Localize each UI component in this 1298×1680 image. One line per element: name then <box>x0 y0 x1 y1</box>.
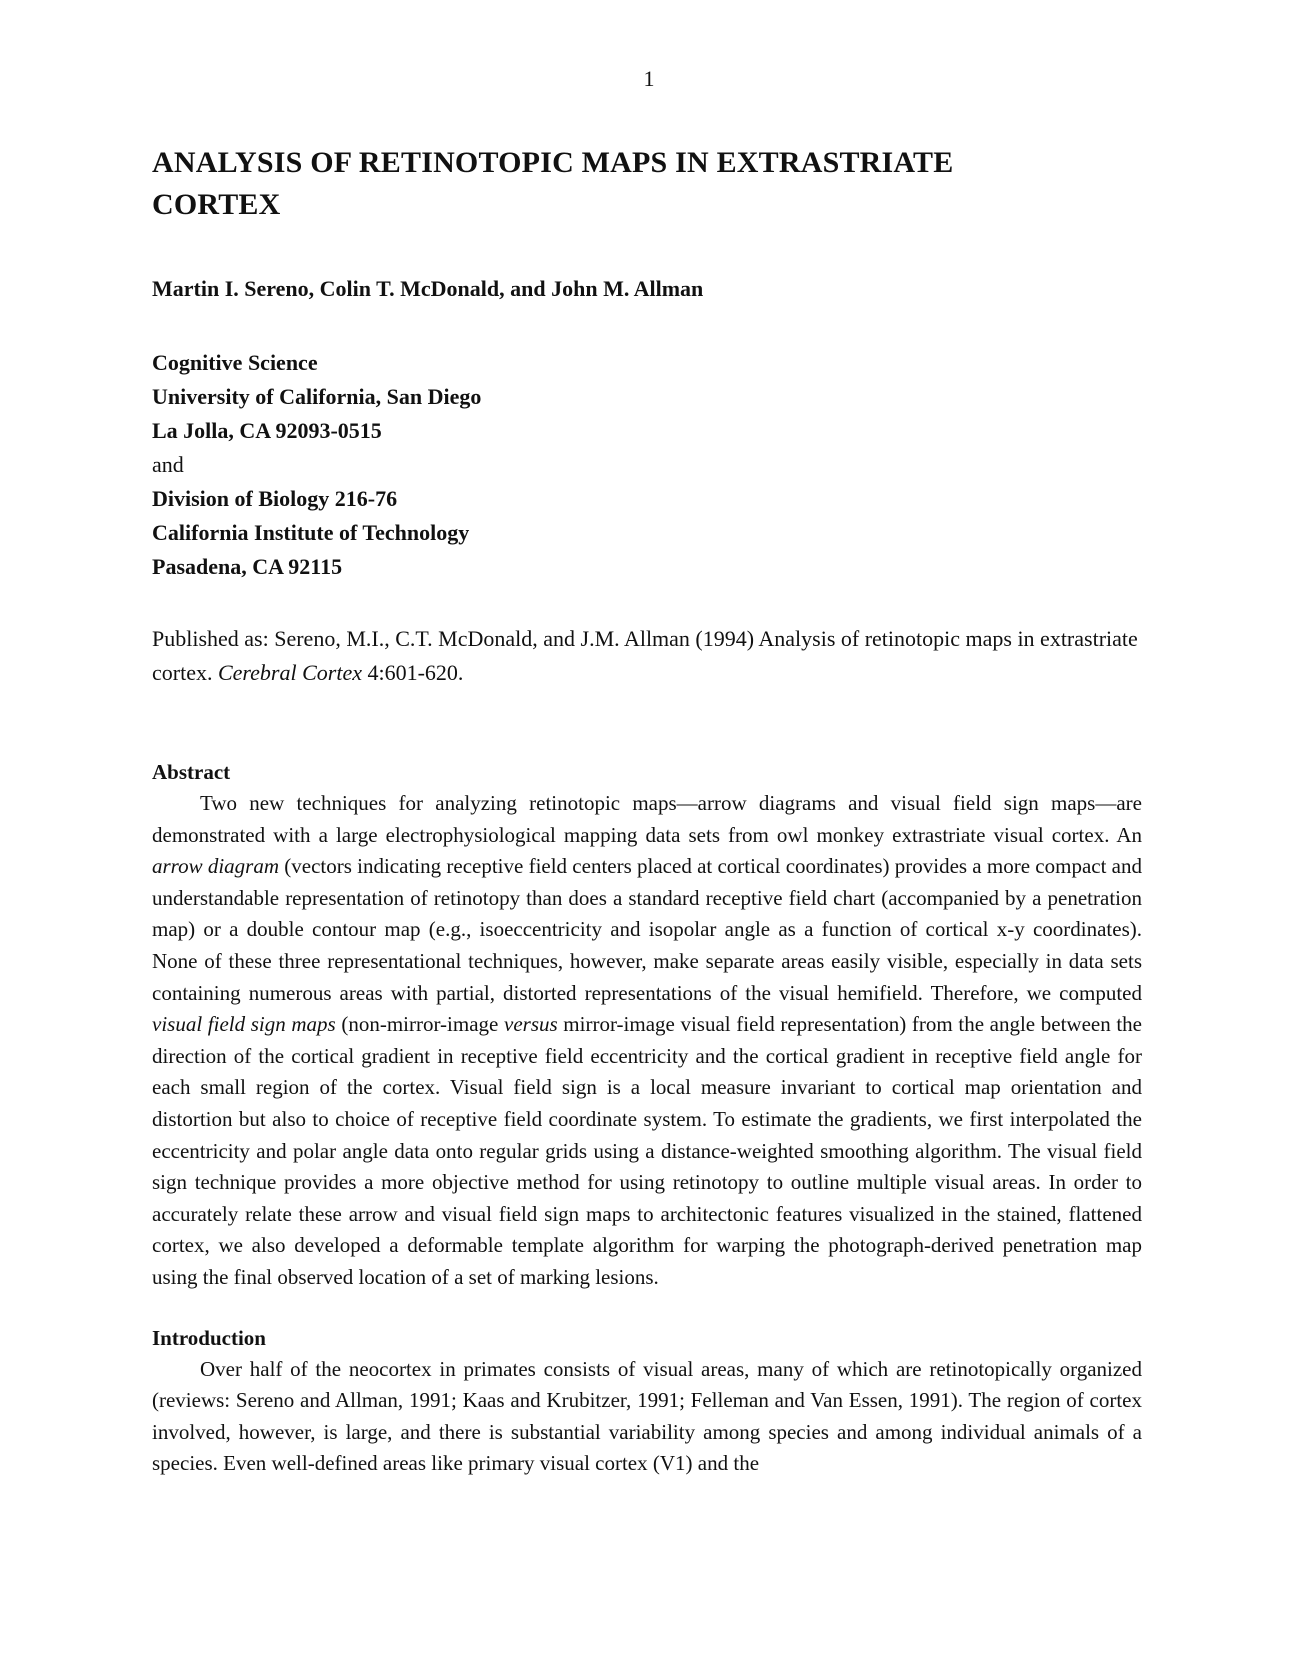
abstract-text: (vectors indicating receptive field centers placed at cortical coordinates) provides a more compact and understandable representation of retinotopy than does a standard receptive field chart (accompanied by a penetration map) or a double contour map (e.g., isoeccentricity and isopolar angle as a function of cortical x-y coordinates). None of these three representational techniques, however, make separate areas easily visible, especially in data sets containing numerous areas with partial, distorted representations of the visual hemifield. Therefore, we computed <box>152 854 1142 1005</box>
affiliations <box>152 346 1152 584</box>
abstract-heading: Abstract <box>152 760 231 784</box>
affiliation-line: University of California, San Diego <box>152 384 482 409</box>
abstract-emphasis: visual field sign maps <box>152 1012 336 1037</box>
abstract-emphasis: arrow diagram <box>152 854 279 879</box>
paper-title <box>152 142 1152 226</box>
affiliation-conjunction: and <box>152 452 184 477</box>
citation-text: Published as: Sereno, M.I., C.T. McDonald, and J.M. Allman (1994) Analysis of retinotopic maps in extrastriate cortex. <box>152 626 1138 685</box>
title-line-2: CORTEX <box>152 188 281 221</box>
affiliation-line: Division of Biology 216-76 <box>152 486 398 511</box>
abstract-text: Two new techniques for analyzing retinotopic maps—arrow diagrams and visual field sign maps—are demonstrated with a large electrophysiological mapping data sets from owl monkey extrastriate visual cortex. An <box>152 791 1142 847</box>
abstract-emphasis: versus <box>504 1012 558 1037</box>
affiliation-line: Pasadena, CA 92115 <box>152 554 343 579</box>
abstract-section <box>152 756 1152 1294</box>
introduction-heading: Introduction <box>152 1325 266 1350</box>
abstract-paragraph <box>152 788 1142 1294</box>
abstract-text: mirror-image visual field representation) from the angle between the direction of the cortical gradient in receptive field eccentricity and the cortical gradient in receptive field angle for each small region of the cortex. Visual field sign is a local measure invariant to cortical map orientation and distortion but also to choice of receptive field coordinate system. To estimate the gradients, we first interpolated the eccentricity and polar angle data onto regular grids using a distance-weighted smoothing algorithm. The visual field sign technique provides a more objective method for using retinotopy to outline multiple visual areas. In order to accurately relate these arrow and visual field sign maps to architectonic features visualized in the stained, flattened cortex, we also developed a deformable template algorithm for warping the photograph-derived penetration map using the final observed location of a set of marking lesions. <box>152 1012 1142 1289</box>
affiliation-line: La Jolla, CA 92093-0515 <box>152 418 382 443</box>
journal-name: Cerebral Cortex <box>217 660 362 685</box>
page-number: 1 <box>643 66 655 91</box>
author-list: Martin I. Sereno, Colin T. McDonald, and John M. Allman <box>152 276 704 301</box>
affiliation-line: California Institute of Technology <box>152 520 470 545</box>
introduction-section <box>152 1322 1152 1480</box>
affiliation-line: Cognitive Science <box>152 350 318 375</box>
paper-content <box>152 142 1152 1480</box>
title-line-1: ANALYSIS OF RETINOTOPIC MAPS IN EXTRASTRIATE <box>152 146 954 179</box>
abstract-text: (non-mirror-image <box>335 1012 504 1037</box>
introduction-paragraph: Over half of the neocortex in primates consists of visual areas, many of which are retinotopically organized (reviews: Sereno and Allman, 1991; Kaas and Krubitzer, 1991; Felleman and Van Essen, 1991). The region of cortex involved, however, is large, and there is substantial variability among species and among individual animals of a species. Even well-defined areas like primary visual cortex (V1) and the <box>152 1356 1142 1476</box>
publication-citation <box>152 622 1142 690</box>
citation-volume: 4:601-620. <box>361 660 464 685</box>
